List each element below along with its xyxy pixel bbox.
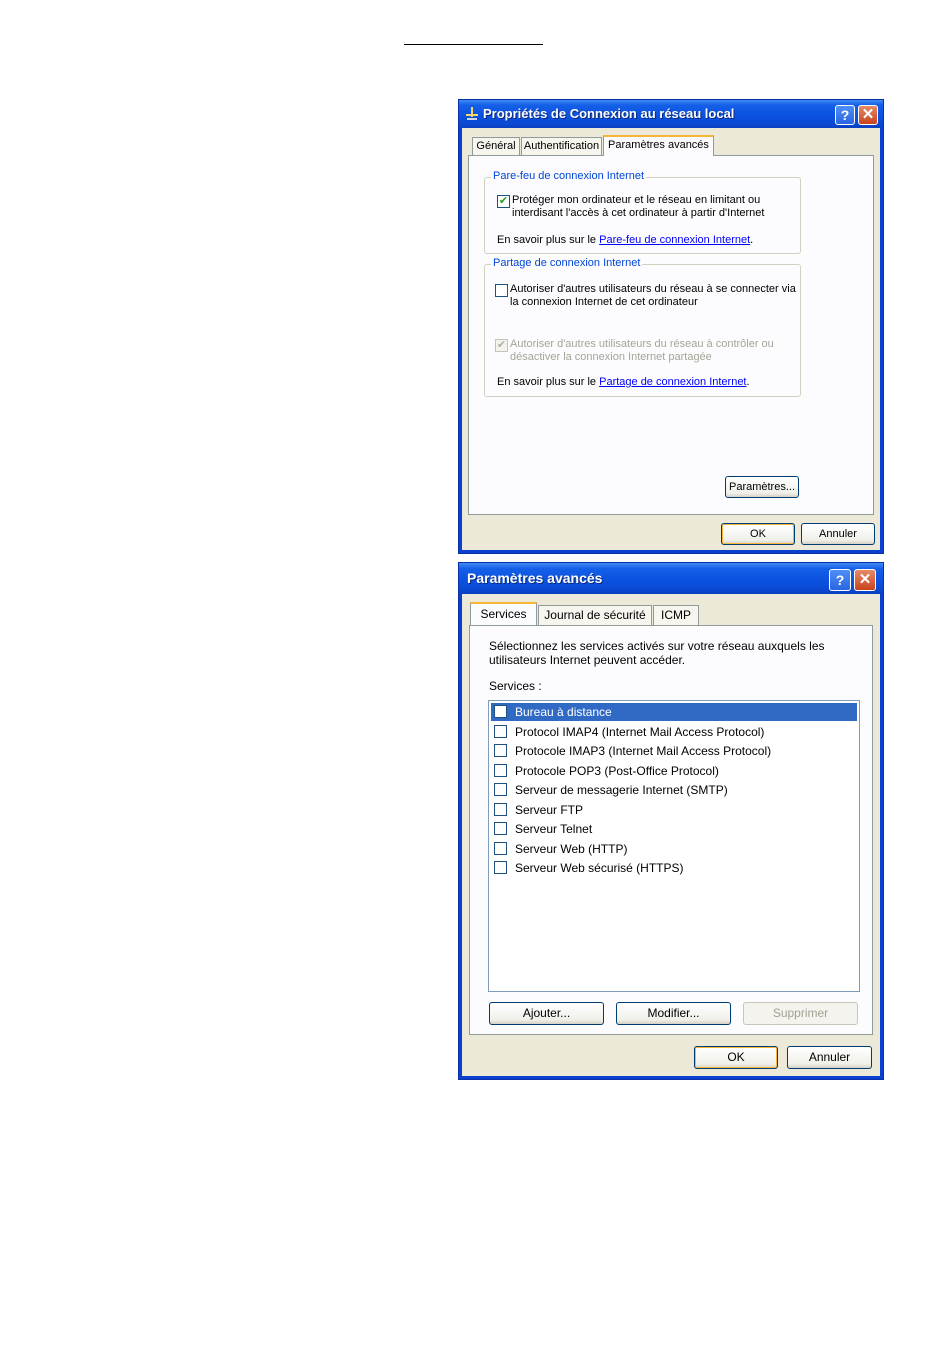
list-item[interactable] <box>491 820 857 838</box>
help-icon: ? <box>835 572 845 588</box>
advanced-settings-titlebar[interactable] <box>459 563 883 594</box>
firewall-checkbox-label-line2[interactable]: interdisant l'accès à cet ordinateur à partir d'Internet <box>512 207 765 219</box>
allow-control-label-line1: Autoriser d'autres utilisateurs du réseau à contrôler ou <box>510 338 774 350</box>
checkmark-icon: ✔ <box>498 195 509 207</box>
service-label: Protocole POP3 (Post-Office Protocol) <box>515 763 719 778</box>
lan-properties-dialog <box>458 99 884 554</box>
dialog-body <box>462 594 880 1076</box>
settings-button[interactable]: Paramètres... <box>725 476 799 498</box>
firewall-group <box>484 170 801 254</box>
firewall-checkbox[interactable] <box>497 195 510 208</box>
firewall-group-legend: Pare-feu de connexion Internet <box>493 170 645 182</box>
allow-control-label-line2: désactiver la connexion Internet partagée <box>510 351 712 363</box>
firewall-help-link[interactable]: Pare-feu de connexion Internet <box>599 234 751 246</box>
help-icon: ? <box>840 107 850 123</box>
service-label: Serveur Web (HTTP) <box>515 841 628 856</box>
service-label: Protocol IMAP4 (Internet Mail Access Protocol) <box>515 724 765 739</box>
service-label: Serveur de messagerie Internet (SMTP) <box>515 783 728 797</box>
list-item[interactable] <box>491 762 857 780</box>
allow-sharing-checkbox[interactable] <box>495 284 508 297</box>
service-checkbox[interactable] <box>494 764 507 777</box>
tab-icmp[interactable]: ICMP <box>653 605 699 625</box>
sharing-learn-more <box>497 376 750 389</box>
ok-button[interactable]: OK <box>694 1046 778 1069</box>
firewall-learn-more-suffix: . <box>750 234 754 246</box>
add-service-button[interactable]: Ajouter... <box>489 1002 604 1025</box>
sharing-learn-more-prefix: En savoir plus sur le <box>497 376 597 388</box>
lan-properties-titlebar[interactable] <box>459 100 883 128</box>
service-checkbox[interactable] <box>494 861 507 874</box>
list-item[interactable] <box>491 840 857 858</box>
allow-sharing-label-line2[interactable]: la connexion Internet de cet ordinateur <box>510 296 698 308</box>
page-underline <box>404 44 543 45</box>
cancel-button[interactable]: Annuler <box>801 523 875 545</box>
edit-service-button[interactable]: Modifier... <box>616 1002 731 1025</box>
cancel-button[interactable]: Annuler <box>787 1046 872 1069</box>
list-item[interactable] <box>491 703 857 721</box>
help-button[interactable] <box>835 105 855 125</box>
service-label: Serveur FTP <box>515 802 584 817</box>
list-item[interactable] <box>491 859 857 877</box>
tab-services[interactable]: Services <box>470 602 537 625</box>
delete-service-button: Supprimer <box>743 1002 858 1025</box>
tab-panel-services <box>469 625 873 1035</box>
advanced-settings-dialog <box>458 562 884 1080</box>
service-label: Serveur Telnet <box>515 822 593 836</box>
firewall-learn-more <box>497 234 753 247</box>
close-icon: ✕ <box>861 106 875 123</box>
tab-authentication[interactable]: Authentification <box>521 137 602 156</box>
service-checkbox[interactable] <box>494 822 507 835</box>
service-checkbox[interactable] <box>494 725 507 738</box>
allow-control-checkbox <box>495 339 508 352</box>
list-item[interactable] <box>491 742 857 760</box>
service-label: Serveur Web sécurisé (HTTPS) <box>515 861 684 875</box>
service-checkbox[interactable] <box>494 842 507 855</box>
tab-panel-advanced <box>468 155 874 515</box>
service-checkbox[interactable] <box>494 744 507 757</box>
window-title: Paramètres avancés <box>467 570 603 586</box>
tab-security-log[interactable]: Journal de sécurité <box>538 605 652 625</box>
checkmark-icon: ✔ <box>496 339 507 351</box>
close-icon: ✕ <box>858 571 872 588</box>
close-button[interactable] <box>854 569 876 591</box>
services-label: Services : <box>489 679 542 693</box>
service-checkbox[interactable] <box>494 705 507 718</box>
network-connection-icon <box>464 106 480 122</box>
tab-general[interactable]: Général <box>472 137 520 156</box>
help-button[interactable] <box>829 569 851 591</box>
services-description-line2: utilisateurs Internet peuvent accéder. <box>489 653 686 667</box>
window-title: Propriétés de Connexion au réseau local <box>483 106 735 121</box>
sharing-learn-more-suffix: . <box>746 376 750 388</box>
list-item[interactable] <box>491 723 857 741</box>
service-label: Bureau à distance <box>515 705 612 719</box>
tab-advanced[interactable]: Paramètres avancés <box>603 135 714 156</box>
service-checkbox[interactable] <box>494 783 507 796</box>
dialog-body <box>462 128 880 550</box>
list-item[interactable] <box>491 781 857 799</box>
services-description-line1: Sélectionnez les services activés sur votre réseau auxquels les <box>489 639 825 653</box>
sharing-group-legend: Partage de connexion Internet <box>493 257 641 269</box>
firewall-checkbox-label-line1[interactable]: Protéger mon ordinateur et le réseau en limitant ou <box>512 194 761 206</box>
service-label: Protocole IMAP3 (Internet Mail Access Protocol) <box>515 744 772 758</box>
allow-sharing-label-line1[interactable]: Autoriser d'autres utilisateurs du réseau à se connecter via <box>510 283 796 295</box>
close-button[interactable] <box>858 105 878 125</box>
service-checkbox[interactable] <box>494 803 507 816</box>
sharing-group <box>484 257 801 397</box>
sharing-help-link[interactable]: Partage de connexion Internet <box>599 376 747 388</box>
firewall-learn-more-prefix: En savoir plus sur le <box>497 234 597 246</box>
ok-button[interactable]: OK <box>721 523 795 545</box>
list-item[interactable] <box>491 801 857 819</box>
services-list[interactable] <box>488 700 860 992</box>
